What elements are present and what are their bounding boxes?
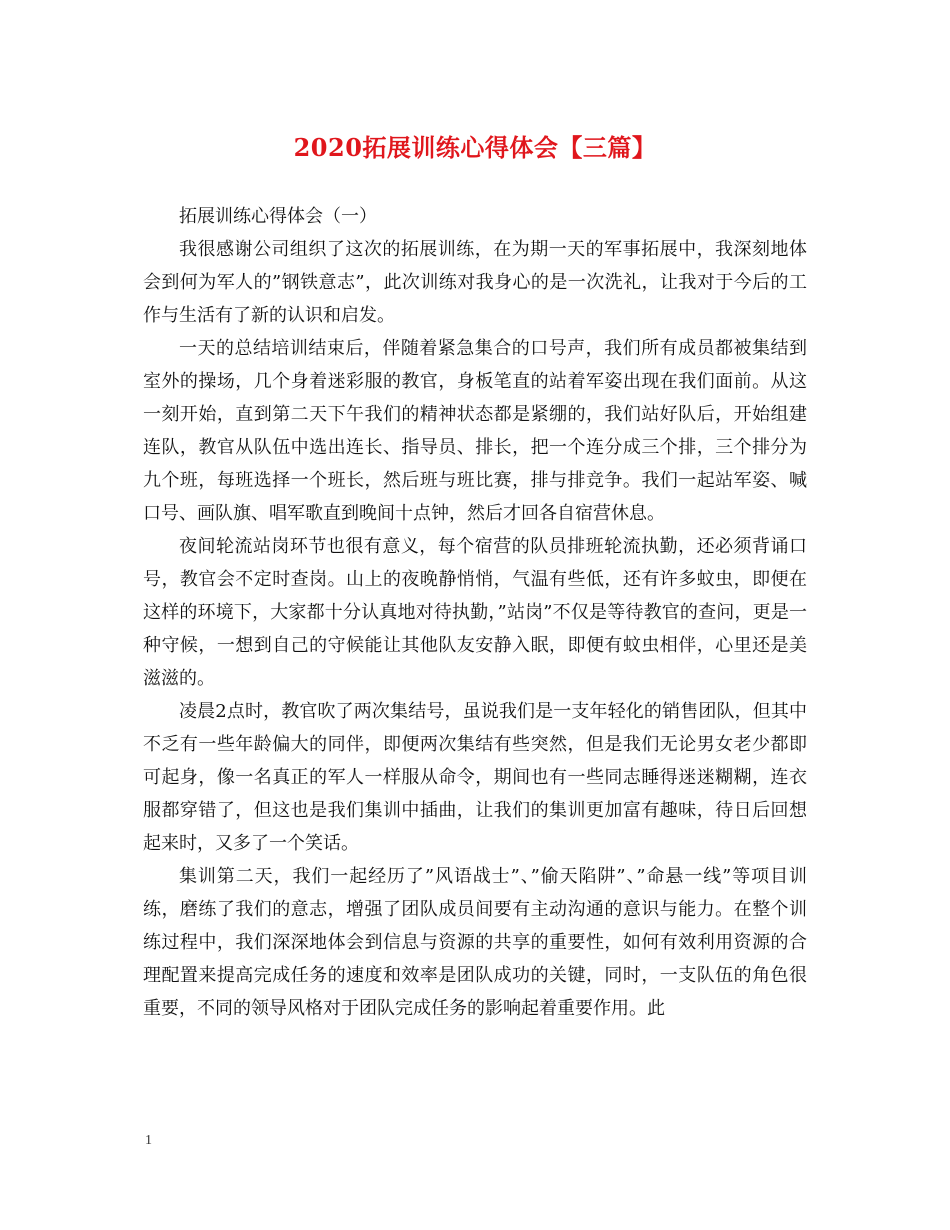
paragraph: 一天的总结培训结束后，伴随着紧急集合的口号声，我们所有成员都被集结到室外的操场，几个身着迷彩服的教官，身板笔直的站着军姿出现在我们面前。从这一刻开始，直到第二天下午我们的精神状态都是紧绷的，我们站好队后，开始组建连队，教官从队伍中选出连长、指导员、排长，把一个连分成三个排，三个排分为九个班，每班选择一个班长，然后班与班比赛，排与排竞争。我们一起站军姿、喊口号、画队旗、唱军歌直到晚间十点钟，然后才回各自宿营休息。	[143, 338, 807, 524]
document-body	[143, 200, 807, 1025]
paragraph: 我很感谢公司组织了这次的拓展训练，在为期一天的军事拓展中，我深刻地体会到何为军人的”钢铁意志”，此次训练对我身心的是一次洗礼，让我对于今后的工作与生活有了新的认识和启发。	[143, 239, 807, 326]
paragraph: 凌晨2点时，教官吹了两次集结号，虽说我们是一支年轻化的销售团队，但其中不乏有一些年龄偏大的同伴，即便两次集结有些突然，但是我们无论男女老少都即可起身，像一名真正的军人一样服从命令，期间也有一些同志睡得迷迷糊糊，连衣服都穿错了，但这也是我们集训中插曲，让我们的集训更加富有趣味，待日后回想起来时，又多了一个笑话。	[143, 701, 807, 854]
page-number: 1	[145, 1133, 152, 1148]
paragraph: 夜间轮流站岗环节也很有意义，每个宿营的队员排班轮流执勤，还必须背诵口号，教官会不定时查岗。山上的夜晚静悄悄，气温有些低，还有许多蚊虫，即便在这样的环境下，大家都十分认真地对待执勤，”站岗”不仅是等待教官的查问，更是一种守候，一想到自己的守候能让其他队友安静入眠，即便有蚊虫相伴，心里还是美滋滋的。	[143, 536, 807, 689]
paragraph: 集训第二天，我们一起经历了”风语战士”、”偷天陷阱”、”命悬一线”等项目训练，磨练了我们的意志，增强了团队成员间要有主动沟通的意识与能力。在整个训练过程中，我们深深地体会到信息与资源的共享的重要性，如何有效利用资源的合理配置来提高完成任务的速度和效率是团队成功的关键，同时，一支队伍的角色很重要，不同的领导风格对于团队完成任务的影响起着重要作用。此	[143, 866, 807, 1019]
document-title: 2020拓展训练心得体会【三篇】	[293, 133, 657, 162]
section-heading: 拓展训练心得体会（一）	[179, 206, 377, 227]
